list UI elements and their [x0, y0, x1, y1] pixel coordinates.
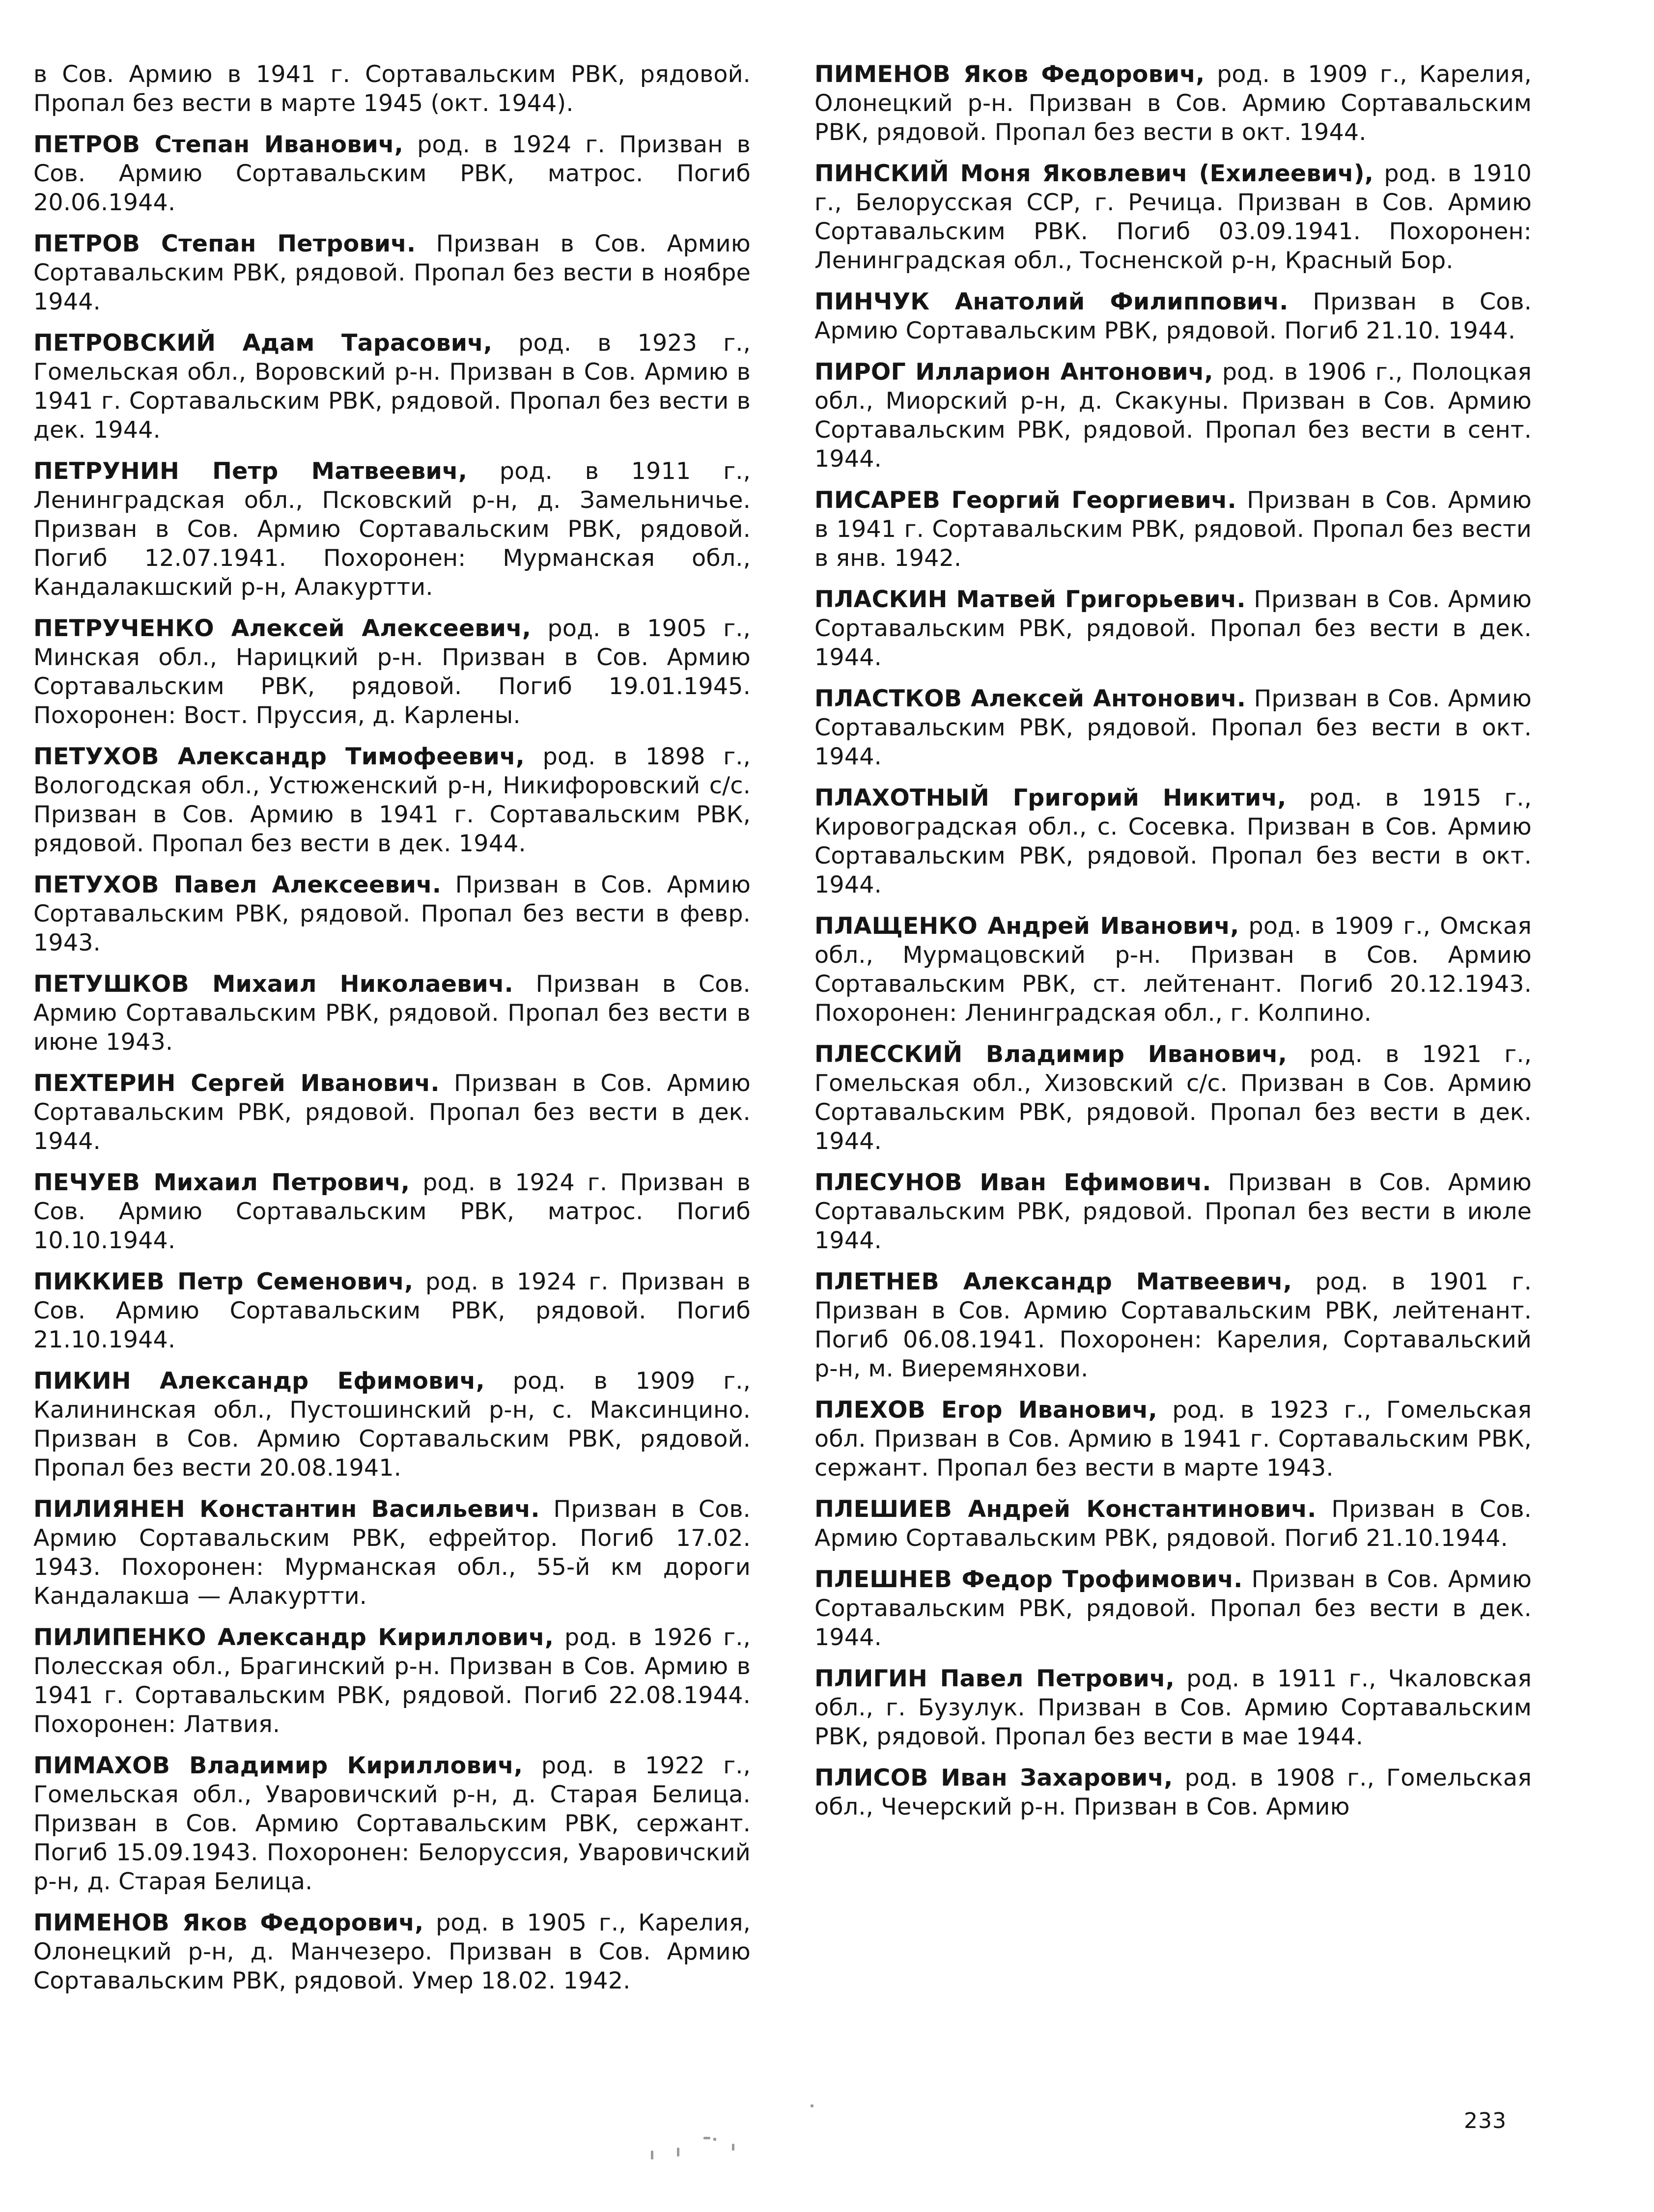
person-name: ПЛИСОВ Иван Захарович,	[814, 1764, 1173, 1792]
person-name: ПЕТРУНИН Петр Матвеевич,	[33, 458, 468, 485]
scan-speck	[811, 2104, 813, 2107]
person-name: ПЛИГИН Павел Петрович,	[814, 1665, 1175, 1692]
registry-entry	[814, 684, 1532, 771]
registry-entry	[814, 1565, 1532, 1652]
registry-entry	[814, 585, 1532, 672]
left-column	[33, 60, 751, 2008]
registry-entry	[814, 784, 1532, 899]
entry-details: род. в 1909 г., Калининская обл., Пустошинский р-н, с. Максинцино. Призван в Сов. Армию Сортавальским РВК, рядовой. Пропал без вести 20.08.1941.	[33, 1368, 751, 1482]
registry-entry	[814, 1664, 1532, 1751]
scan-speck	[703, 2137, 710, 2139]
registry-entry	[33, 1908, 751, 1995]
registry-entry	[814, 358, 1532, 474]
registry-entry	[33, 229, 751, 316]
person-name: ПИКИН Александр Ефимович,	[33, 1368, 485, 1395]
entry-details: род. в 1926 г., Полесская обл., Брагинский р-н. Призван в Сов. Армию в 1941 г. Сортавальским РВК, рядовой. Погиб 22.08.1944. Похоронен: Латвия.	[33, 1624, 751, 1738]
registry-entry	[33, 1367, 751, 1483]
entry-details: род. в 1908 г., Гомельская обл., Чечерский р-н. Призван в Сов. Армию	[814, 1764, 1532, 1820]
registry-entry	[33, 1069, 751, 1156]
entry-details: Призван в Сов. Армию Сортавальским РВК, рядовой. Пропал без вести в февр. 1943.	[33, 871, 751, 956]
entry-details: Призван в Сов. Армию Сортавальским РВК, рядовой. Пропал без вести в дек. 1944.	[814, 1566, 1532, 1651]
entry-details: род. в 1921 г., Гомельская обл., Хизовский с/с. Призван в Сов. Армию Сортавальским РВК, рядовой. Пропал без вести в дек. 1944.	[814, 1041, 1532, 1155]
registry-entry	[814, 1168, 1532, 1255]
registry-entry	[33, 1623, 751, 1739]
entry-details: род. в 1911 г., Ленинградская обл., Псковский р-н, д. Замельничье. Призван в Сов. Армию Сортавальским РВК, рядовой. Погиб 12.07.1941. Похоронен: Мурманская обл., Кандалакшский р-н, Алакуртти.	[33, 458, 751, 601]
person-name: ПЛАЩЕНКО Андрей Иванович,	[814, 913, 1239, 940]
person-name: ПИМЕНОВ Яков Федорович,	[814, 61, 1205, 88]
registry-entry	[814, 159, 1532, 275]
registry-entry	[33, 970, 751, 1057]
scan-speck	[713, 2138, 716, 2141]
entry-details: род. в 1906 г., Полоцкая обл., Миорский р-н, д. Скакуны. Призван в Сов. Армию Сортавальским РВК, рядовой. Пропал без вести в сент. 1944.	[814, 359, 1532, 473]
registry-entry	[814, 1040, 1532, 1156]
entry-details: род. в 1922 г., Гомельская обл., Уваровичский р-н, д. Старая Белица. Призван в Сов. Армию Сортавальским РВК, сержант. Погиб 15.09.1943. Похоронен: Белоруссия, Уваровичский р-н, д. Старая Белица.	[33, 1752, 751, 1895]
entry-details: Призван в Сов. Армию Сортавальским РВК, рядовой. Погиб 21.10. 1944.	[814, 288, 1532, 344]
registry-entry	[814, 1396, 1532, 1483]
right-column	[814, 60, 1532, 1834]
entry-details: род. в 1909 г., Омская обл., Мурмацовский р-н. Призван в Сов. Армию Сортавальским РВК, ст. лейтенант. Погиб 20.12.1943. Похоронен: Ленинградская обл., г. Колпино.	[814, 913, 1532, 1027]
entry-details: род. в 1905 г., Минская обл., Нарицкий р-н. Призван в Сов. Армию Сортавальским РВК, рядовой. Погиб 19.01.1945. Похоронен: Вост. Пруссия, д. Карлены.	[33, 615, 751, 729]
person-name: ПЛЕШНЕВ Федор Трофимович.	[814, 1566, 1243, 1593]
person-name: ПИЛИПЕНКО Александр Кириллович,	[33, 1624, 554, 1651]
person-name: ПЕТРУЧЕНКО Алексей Алексеевич,	[33, 615, 532, 642]
person-name: ПЕТРОВ Степан Петрович.	[33, 230, 416, 257]
entry-details: род. в 1910 г., Белорусская ССР, г. Речица. Призван в Сов. Армию Сортавальским РВК. Погиб 03.09.1941. Похоронен: Ленинградская обл., Тосненской р-н, Красный Бор.	[814, 160, 1532, 274]
person-name: ПЕТРОВСКИЙ Адам Тарасович,	[33, 330, 493, 357]
registry-entry	[33, 60, 751, 118]
registry-entry	[33, 457, 751, 602]
entry-details: род. в 1898 г., Вологодская обл., Устюженский р-н, Никифоровский с/с. Призван в Сов. Армию в 1941 г. Сортавальским РВК, рядовой. Пропал без вести в дек. 1944.	[33, 743, 751, 857]
person-name: ПЕХТЕРИН Сергей Иванович.	[33, 1070, 440, 1097]
entry-details: род. в 1909 г., Карелия, Олонецкий р-н. Призван в Сов. Армию Сортавальским РВК, рядовой. Пропал без вести в окт. 1944.	[814, 61, 1532, 146]
entry-details: Призван в Сов. Армию Сортавальским РВК, рядовой. Погиб 21.10.1944.	[814, 1496, 1532, 1552]
registry-entry	[33, 1168, 751, 1255]
person-name: ПИМЕНОВ Яков Федорович,	[33, 1909, 424, 1936]
registry-entry	[33, 870, 751, 957]
person-name: ПЕЧУЕВ Михаил Петрович,	[33, 1169, 410, 1196]
entry-details: Призван в Сов. Армию Сортавальским РВК, рядовой. Пропал без вести в окт. 1944.	[814, 685, 1532, 770]
registry-entry	[814, 912, 1532, 1028]
entry-details: род. в 1901 г. Призван в Сов. Армию Сортавальским РВК, лейтенант. Погиб 06.08.1941. Похоронен: Карелия, Сортавальский р-н, м. Виеремянхови.	[814, 1268, 1532, 1382]
person-name: ПЛЕШИЕВ Андрей Константинович.	[814, 1496, 1317, 1523]
person-name: ПЕТУХОВ Павел Алексеевич.	[33, 871, 442, 898]
registry-entry	[814, 1495, 1532, 1553]
entry-details: род. в 1924 г. Призван в Сов. Армию Сортавальским РВК, рядовой. Погиб 21.10.1944.	[33, 1268, 751, 1353]
entry-details: род. в 1911 г., Чкаловская обл., г. Бузулук. Призван в Сов. Армию Сортавальским РВК, рядовой. Пропал без вести в мае 1944.	[814, 1665, 1532, 1750]
entry-details: Призван в Сов. Армию в 1941 г. Сортавальским РВК, рядовой. Пропал без вести в янв. 1942.	[814, 487, 1532, 572]
person-name: ПИККИЕВ Петр Семенович,	[33, 1268, 414, 1295]
entry-details: род. в 1905 г., Карелия, Олонецкий р-н, д. Манчезеро. Призван в Сов. Армию Сортавальским РВК, рядовой. Умер 18.02. 1942.	[33, 1909, 751, 1994]
registry-entry	[814, 60, 1532, 147]
registry-entry	[33, 1267, 751, 1354]
registry-entry	[33, 329, 751, 445]
registry-entry	[33, 130, 751, 217]
person-name: ПИНЧУК Анатолий Филиппович.	[814, 288, 1289, 315]
registry-entry	[814, 1267, 1532, 1383]
scan-speck	[732, 2144, 734, 2151]
scan-speck	[651, 2151, 653, 2159]
person-name: ПЕТУШКОВ Михаил Николаевич.	[33, 971, 513, 998]
registry-entry	[33, 614, 751, 730]
person-name: ПИМАХОВ Владимир Кириллович,	[33, 1752, 523, 1779]
person-name: ПЛЕСУНОВ Иван Ефимович.	[814, 1169, 1211, 1196]
person-name: ПЛЕССКИЙ Владимир Иванович,	[814, 1041, 1287, 1068]
person-name: ПИРОГ Илларион Антонович,	[814, 359, 1213, 386]
entry-details: Призван в Сов. Армию Сортавальским РВК, рядовой. Пропал без вести в июне 1943.	[33, 971, 751, 1056]
entry-details: род. в 1924 г. Призван в Сов. Армию Сортавальским РВК, матрос. Погиб 20.06.1944.	[33, 131, 751, 216]
person-name: ПЕТУХОВ Александр Тимофеевич,	[33, 743, 525, 770]
person-name: ПИНСКИЙ Моня Яковлевич (Ехилеевич),	[814, 160, 1374, 187]
entry-details: род. в 1923 г., Гомельская обл. Призван в Сов. Армию в 1941 г. Сортавальским РВК, сержант. Пропал без вести в марте 1943.	[814, 1397, 1532, 1482]
registry-entry	[33, 742, 751, 858]
registry-entry	[33, 1495, 751, 1611]
registry-entry	[814, 1764, 1532, 1821]
scan-speck	[677, 2148, 679, 2156]
person-name: ПЛАХОТНЫЙ Григорий Никитич,	[814, 784, 1287, 812]
entry-details: Призван в Сов. Армию Сортавальским РВК, рядовой. Пропал без вести в июле 1944.	[814, 1169, 1532, 1254]
entry-details: в Сов. Армию в 1941 г. Сортавальским РВК, рядовой. Пропал без вести в марте 1945 (окт. 1944).	[33, 61, 751, 117]
page-number: 233	[1464, 2108, 1507, 2133]
entry-details: Призван в Сов. Армию Сортавальским РВК, ефрейтор. Погиб 17.02. 1943. Похоронен: Мурманская обл., 55-й км дороги Кандалакша — Алакуртти.	[33, 1496, 751, 1610]
entry-details: род. в 1923 г., Гомельская обл., Воровский р-н. Призван в Сов. Армию в 1941 г. Сортавальским РВК, рядовой. Пропал без вести в дек. 1944.	[33, 330, 751, 444]
person-name: ПЕТРОВ Степан Иванович,	[33, 131, 403, 158]
person-name: ПЛАСТКОВ Алексей Антонович.	[814, 685, 1246, 712]
person-name: ПЛЕХОВ Егор Иванович,	[814, 1397, 1157, 1424]
entry-details: Призван в Сов. Армию Сортавальским РВК, рядовой. Пропал без вести в дек. 1944.	[33, 1070, 751, 1155]
entry-details: Призван в Сов. Армию Сортавальским РВК, рядовой. Пропал без вести в дек. 1944.	[814, 586, 1532, 671]
registry-entry	[814, 486, 1532, 573]
entry-details: Призван в Сов. Армию Сортавальским РВК, рядовой. Пропал без вести в ноябре 1944.	[33, 230, 751, 315]
person-name: ПИЛИЯНЕН Константин Васильевич.	[33, 1496, 540, 1523]
person-name: ПЛАСКИН Матвей Григорьевич.	[814, 586, 1246, 613]
registry-entry	[814, 287, 1532, 345]
registry-entry	[33, 1751, 751, 1896]
entry-details: род. в 1915 г., Кировоградская обл., с. Сосевка. Призван в Сов. Армию Сортавальским РВК, рядовой. Пропал без вести в окт. 1944.	[814, 784, 1532, 898]
entry-details: род. в 1924 г. Призван в Сов. Армию Сортавальским РВК, матрос. Погиб 10.10.1944.	[33, 1169, 751, 1254]
person-name: ПЛЕТНЕВ Александр Матвеевич,	[814, 1268, 1292, 1295]
person-name: ПИСАРЕВ Георгий Георгиевич.	[814, 487, 1236, 514]
